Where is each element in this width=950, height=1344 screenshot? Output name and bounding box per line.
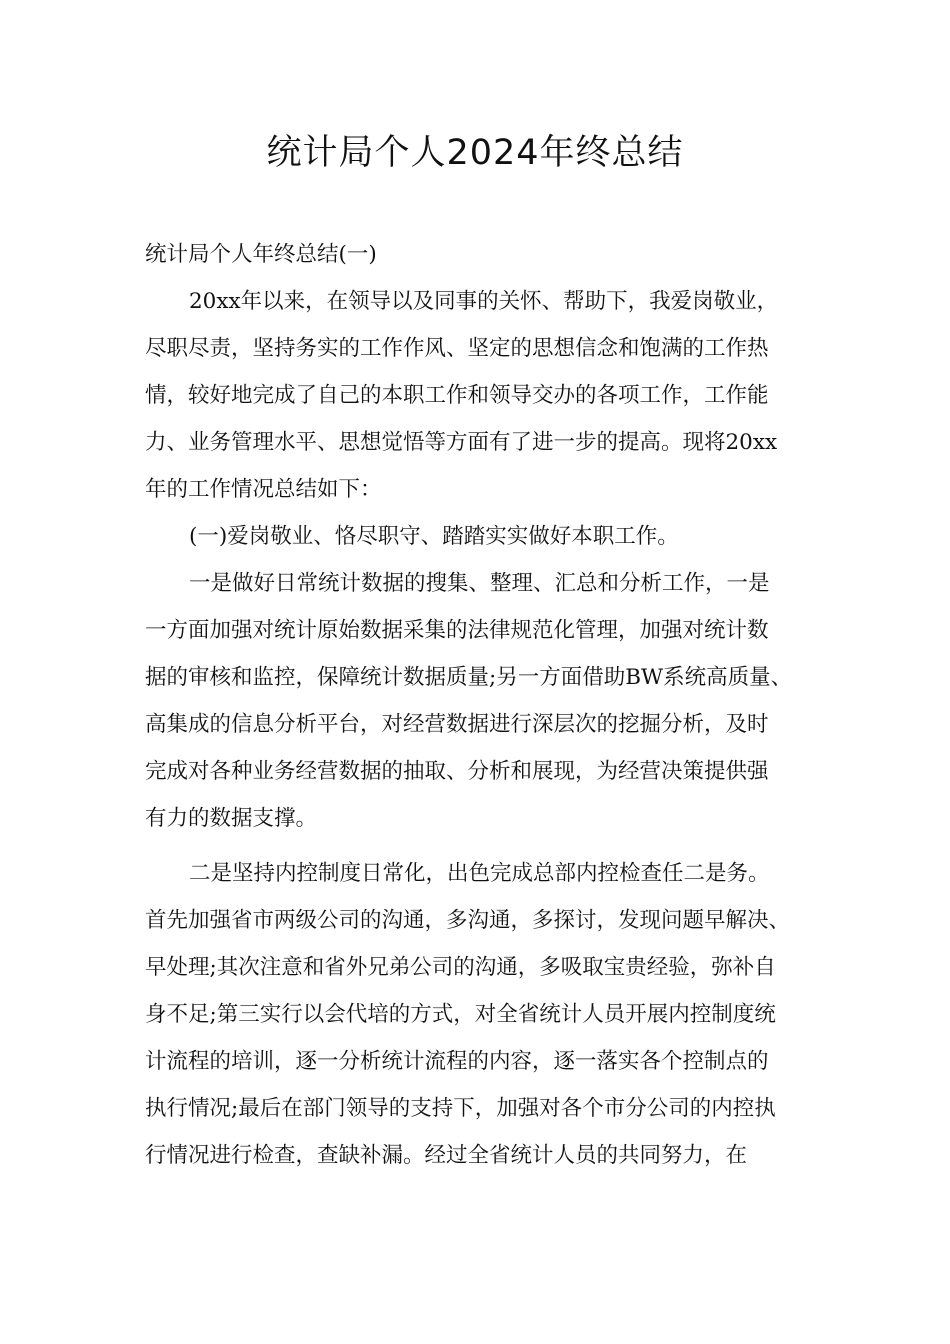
paragraph-line: 行情况进行检查，查缺补漏。经过全省统计人员的共同努力，在 [145, 1143, 748, 1168]
document-title: 统计局个人2024年终总结 [266, 133, 684, 173]
paragraph-line: 早处理;其次注意和省外兄弟公司的沟通，多吸取宝贵经验，弥补自 [145, 955, 776, 980]
section-heading: 统计局个人年终总结(一) [145, 242, 377, 267]
paragraph-line: 据的审核和监控，保障统计数据质量;另一方面借助BW系统高质量、 [145, 665, 793, 690]
paragraph-line: 有力的数据支撑。 [145, 806, 318, 831]
paragraph-line: 完成对各种业务经营数据的抽取、分析和展现，为经营决策提供强 [145, 759, 769, 784]
paragraph-line: 一是做好日常统计数据的搜集、整理、汇总和分析工作，一是 [189, 571, 770, 596]
paragraph-line: 20xx年以来，在领导以及同事的关怀、帮助下，我爱岗敬业， [189, 289, 779, 314]
paragraph-line: 二是坚持内控制度日常化，出色完成总部内控检查任二是务。 [189, 861, 770, 886]
paragraph-line: 首先加强省市两级公司的沟通，多沟通，多探讨，发现问题早解决、 [145, 908, 791, 933]
paragraph-line: 力、业务管理水平、思想觉悟等方面有了进一步的提高。现将20xx [145, 430, 778, 455]
paragraph-line: 尽职尽责，坚持务实的工作作风、坚定的思想信念和饱满的工作热 [145, 336, 769, 361]
paragraph-gap [145, 842, 825, 850]
paragraph-line: 身不足;第三实行以会代培的方式，对全省统计人员开展内控制度统 [145, 1002, 776, 1027]
paragraph-line: 一方面加强对统计原始数据采集的法律规范化管理，加强对统计数 [145, 618, 769, 643]
paragraph-line: 高集成的信息分析平台，对经营数据进行深层次的挖掘分析，及时 [145, 712, 769, 737]
section-item-heading: (一)爱岗敬业、恪尽职守、踏踏实实做好本职工作。 [189, 524, 679, 549]
document-body [145, 231, 825, 1179]
paragraph-line: 情，较好地完成了自己的本职工作和领导交办的各项工作，工作能 [145, 383, 769, 408]
paragraph-line: 计流程的培训，逐一分析统计流程的内容，逐一落实各个控制点的 [145, 1049, 769, 1074]
paragraph-line: 年的工作情况总结如下： [145, 477, 382, 502]
paragraph-line: 执行情况;最后在部门领导的支持下，加强对各个市分公司的内控执 [145, 1096, 776, 1121]
